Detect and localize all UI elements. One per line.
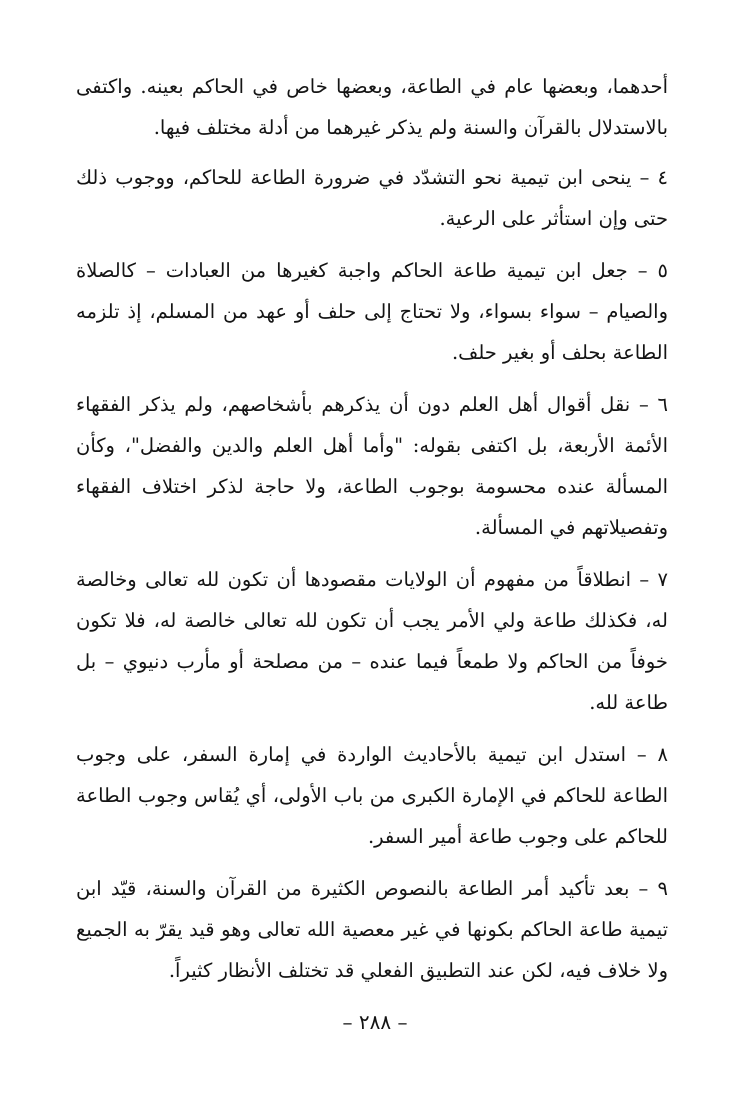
paragraph-point-7: ٧ – انطلاقاً من مفهوم أن الولايات مقصودها أن تكون لله تعالى وخالصة له، فكذلك طاعة ولي الأمر يجب أن تكون لله تعالى خالصة له، فلا تكون خوفاً من الحاكم ولا طمعاً فيما عنده – من مصلحة أو مأرب دنيوي – بل طاعة لله. <box>76 568 668 714</box>
paragraph-point-5: ٥ – جعل ابن تيمية طاعة الحاكم واجبة كغيرها من العبادات – كالصلاة والصيام – سواء بسواء، ولا تحتاج إلى حلف أو عهد من المسلم، إذ تلزمه الطاعة بحلف أو بغير حلف. <box>76 259 668 364</box>
paragraph-point-6: ٦ – نقل أقوال أهل العلم دون أن يذكرهم بأشخاصهم، ولم يذكر الفقهاء الأئمة الأربعة، بل اكتفى بقوله: "وأما أهل العلم والدين والفضل"، وكأن المسألة عنده محسومة بوجوب الطاعة، ولا حاجة لذكر اختلاف الفقهاء وتفصيلاتهم في المسألة. <box>76 393 668 539</box>
page-body <box>76 66 668 1002</box>
page-number: – ٢٨٨ – <box>342 1010 408 1034</box>
paragraph-point-4: ٤ – ينحى ابن تيمية نحو التشدّد في ضرورة الطاعة للحاكم، ووجوب ذلك حتى وإن استأثر على الرعية. <box>76 166 668 230</box>
paragraph-continuation: أحدهما، وبعضها عام في الطاعة، وبعضها خاص في الحاكم بعينه. واكتفى بالاستدلال بالقرآن والسنة ولم يذكر غيرهما من أدلة مختلف فيها. <box>76 75 668 139</box>
paragraph-point-9: ٩ – بعد تأكيد أمر الطاعة بالنصوص الكثيرة من القرآن والسنة، قيّد ابن تيمية طاعة الحاكم بكونها في غير معصية الله تعالى وهو قيد يقرّ به الجميع ولا خلاف فيه، لكن عند التطبيق الفعلي قد تختلف الأنظار كثيراً. <box>76 877 668 982</box>
paragraph-point-8: ٨ – استدل ابن تيمية بالأحاديث الواردة في إمارة السفر، على وجوب الطاعة للحاكم في الإمارة الكبرى من باب الأولى، أي يُقاس وجوب الطاعة للحاكم على وجوب طاعة أمير السفر. <box>76 743 668 848</box>
